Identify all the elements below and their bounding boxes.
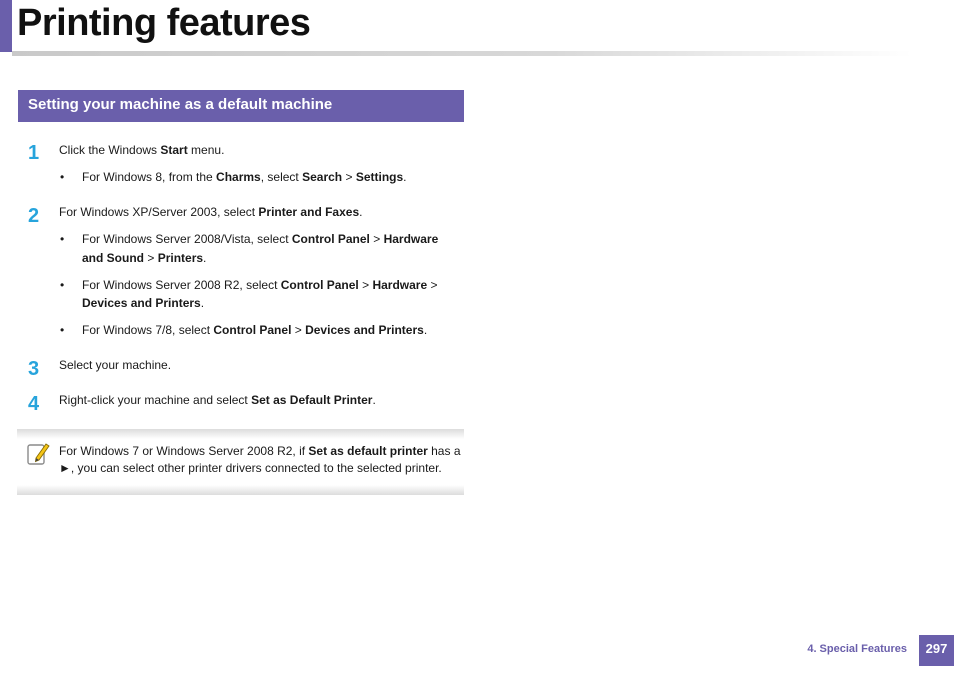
section-header: Setting your machine as a default machine (18, 90, 464, 122)
step-2-bullet-1-line-1: For Windows Server 2008/Vista, select Control Panel > Hardware (82, 232, 439, 246)
step-2-bullet-3: For Windows 7/8, select Control Panel > Devices and Printers. (82, 323, 428, 337)
left-accent-bar (0, 0, 12, 52)
note-text-line-2: ►, you can select other printer drivers connected to the selected printer. (59, 461, 442, 475)
page-number-badge: 297 (919, 635, 954, 666)
step-4-text: Right-click your machine and select Set as Default Printer. (59, 393, 376, 407)
bullet-marker: • (60, 170, 65, 184)
note-text-line-1: For Windows 7 or Windows Server 2008 R2, if Set as default printer has a (59, 444, 461, 458)
step-number-1: 1 (28, 142, 40, 164)
footer-chapter-label: 4. Special Features (807, 643, 907, 655)
step-3-text: Select your machine. (59, 358, 172, 372)
step-number-3: 3 (28, 358, 40, 380)
step-1-bullet-1: For Windows 8, from the Charms, select Search > Settings. (82, 170, 407, 184)
step-number-2: 2 (28, 205, 40, 227)
note-pencil-icon (26, 441, 50, 467)
bullet-marker: • (60, 232, 65, 246)
step-2-bullet-2-line-1: For Windows Server 2008 R2, select Control Panel > Hardware > (82, 278, 438, 292)
step-2-bullet-2-line-2: Devices and Printers. (82, 296, 205, 310)
bullet-marker: • (60, 278, 65, 292)
step-2-bullet-1-line-2: and Sound > Printers. (82, 251, 207, 265)
bullet-marker: • (60, 323, 65, 337)
step-number-4: 4 (28, 393, 40, 415)
step-2-text: For Windows XP/Server 2003, select Printer and Faxes. (59, 205, 363, 219)
title-rule (12, 51, 912, 56)
step-1-text: Click the Windows Start menu. (59, 143, 225, 157)
page-title: Printing features (17, 2, 311, 44)
